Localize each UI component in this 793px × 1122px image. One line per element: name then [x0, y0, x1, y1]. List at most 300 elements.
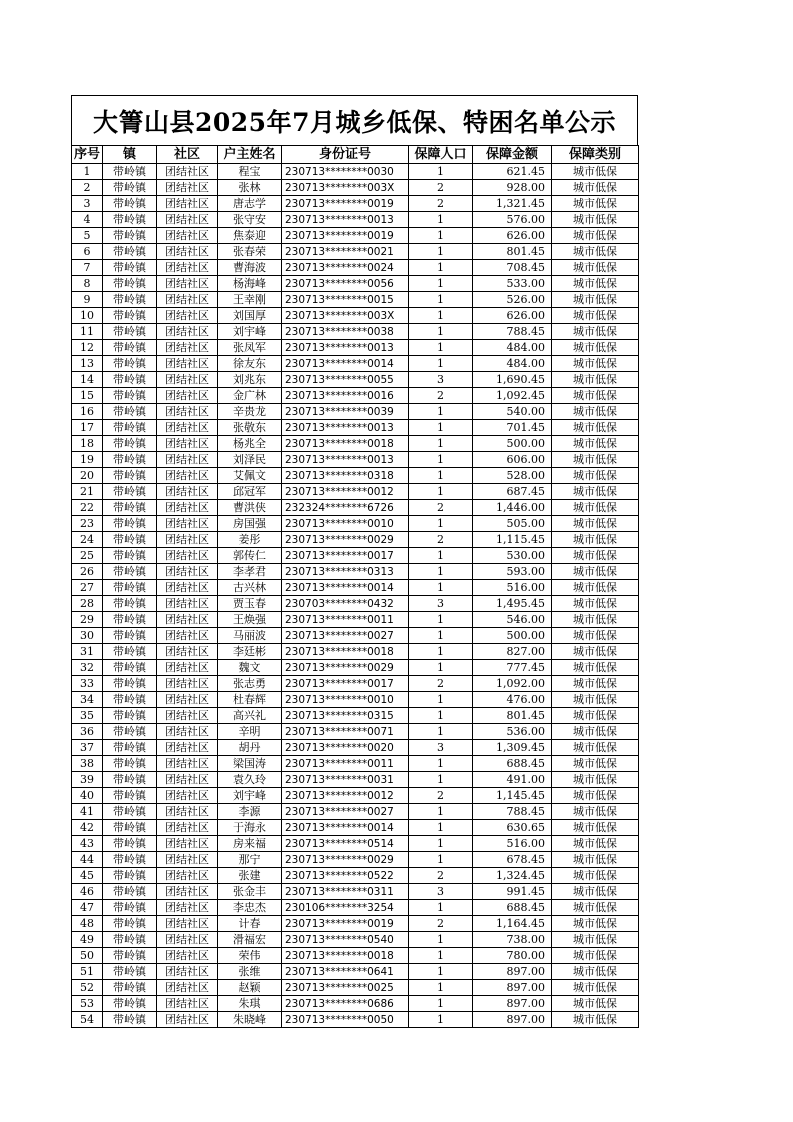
cell-category: 城市低保: [552, 324, 639, 340]
cell-persons: 2: [409, 388, 473, 404]
cell-amount: 546.00: [473, 612, 552, 628]
cell-community: 团结社区: [157, 788, 218, 804]
table-row: [72, 740, 639, 756]
cell-persons: 3: [409, 884, 473, 900]
cell-index: 34: [72, 692, 103, 708]
cell-index: 15: [72, 388, 103, 404]
cell-id-number: 230713********0050: [282, 1012, 409, 1028]
cell-town: 带岭镇: [103, 436, 157, 452]
cell-householder: 张维: [218, 964, 282, 980]
cell-category: 城市低保: [552, 676, 639, 692]
table-row: [72, 404, 639, 420]
cell-persons: 1: [409, 804, 473, 820]
cell-category: 城市低保: [552, 900, 639, 916]
cell-householder: 邱冠军: [218, 484, 282, 500]
cell-amount: 1,690.45: [473, 372, 552, 388]
cell-community: 团结社区: [157, 500, 218, 516]
cell-persons: 2: [409, 532, 473, 548]
cell-amount: 516.00: [473, 580, 552, 596]
cell-householder: 刘国厚: [218, 308, 282, 324]
cell-id-number: 230713********0055: [282, 372, 409, 388]
cell-category: 城市低保: [552, 212, 639, 228]
table-row: [72, 436, 639, 452]
cell-persons: 1: [409, 292, 473, 308]
cell-index: 9: [72, 292, 103, 308]
cell-householder: 郭传仁: [218, 548, 282, 564]
cell-householder: 张建: [218, 868, 282, 884]
cell-persons: 1: [409, 244, 473, 260]
cell-category: 城市低保: [552, 516, 639, 532]
cell-town: 带岭镇: [103, 724, 157, 740]
cell-community: 团结社区: [157, 756, 218, 772]
cell-amount: 777.45: [473, 660, 552, 676]
cell-category: 城市低保: [552, 692, 639, 708]
cell-index: 14: [72, 372, 103, 388]
table-row: [72, 724, 639, 740]
cell-index: 51: [72, 964, 103, 980]
table-row: [72, 884, 639, 900]
cell-amount: 701.45: [473, 420, 552, 436]
cell-category: 城市低保: [552, 596, 639, 612]
cell-town: 带岭镇: [103, 852, 157, 868]
cell-index: 6: [72, 244, 103, 260]
cell-category: 城市低保: [552, 548, 639, 564]
spreadsheet-page: [71, 95, 638, 1028]
cell-community: 团结社区: [157, 452, 218, 468]
cell-index: 39: [72, 772, 103, 788]
cell-householder: 刘泽民: [218, 452, 282, 468]
cell-community: 团结社区: [157, 228, 218, 244]
cell-community: 团结社区: [157, 420, 218, 436]
table-row: [72, 164, 639, 180]
cell-id-number: 232324********6726: [282, 500, 409, 516]
cell-persons: 1: [409, 948, 473, 964]
cell-index: 20: [72, 468, 103, 484]
cell-persons: 1: [409, 820, 473, 836]
cell-category: 城市低保: [552, 772, 639, 788]
cell-category: 城市低保: [552, 260, 639, 276]
cell-id-number: 230713********0015: [282, 292, 409, 308]
cell-householder: 曹海波: [218, 260, 282, 276]
cell-id-number: 230713********003X: [282, 180, 409, 196]
cell-persons: 1: [409, 852, 473, 868]
cell-persons: 1: [409, 404, 473, 420]
cell-persons: 1: [409, 660, 473, 676]
cell-id-number: 230713********0311: [282, 884, 409, 900]
cell-persons: 2: [409, 676, 473, 692]
cell-category: 城市低保: [552, 740, 639, 756]
cell-community: 团结社区: [157, 324, 218, 340]
cell-community: 团结社区: [157, 692, 218, 708]
cell-amount: 897.00: [473, 964, 552, 980]
cell-id-number: 230713********0027: [282, 628, 409, 644]
cell-town: 带岭镇: [103, 500, 157, 516]
cell-persons: 1: [409, 580, 473, 596]
table-body: [72, 164, 639, 1028]
cell-index: 40: [72, 788, 103, 804]
cell-index: 26: [72, 564, 103, 580]
cell-category: 城市低保: [552, 724, 639, 740]
cell-community: 团结社区: [157, 164, 218, 180]
cell-amount: 505.00: [473, 516, 552, 532]
cell-community: 团结社区: [157, 996, 218, 1012]
cell-id-number: 230713********0011: [282, 612, 409, 628]
cell-id-number: 230713********0013: [282, 340, 409, 356]
table-row: [72, 692, 639, 708]
cell-town: 带岭镇: [103, 596, 157, 612]
cell-amount: 621.45: [473, 164, 552, 180]
cell-householder: 刘宇峰: [218, 324, 282, 340]
page-title: 大箐山县2025年7月城乡低保、特困名单公示: [71, 95, 638, 145]
cell-town: 带岭镇: [103, 516, 157, 532]
cell-id-number: 230713********0031: [282, 772, 409, 788]
cell-index: 1: [72, 164, 103, 180]
table-row: [72, 452, 639, 468]
table-row: [72, 916, 639, 932]
cell-id-number: 230713********0018: [282, 436, 409, 452]
table-row: [72, 804, 639, 820]
table-row: [72, 516, 639, 532]
cell-category: 城市低保: [552, 804, 639, 820]
cell-town: 带岭镇: [103, 420, 157, 436]
cell-householder: 胡丹: [218, 740, 282, 756]
cell-community: 团结社区: [157, 532, 218, 548]
table-row: [72, 484, 639, 500]
cell-householder: 辛贵龙: [218, 404, 282, 420]
cell-town: 带岭镇: [103, 676, 157, 692]
cell-community: 团结社区: [157, 516, 218, 532]
cell-town: 带岭镇: [103, 388, 157, 404]
cell-category: 城市低保: [552, 180, 639, 196]
table-row: [72, 420, 639, 436]
cell-index: 47: [72, 900, 103, 916]
cell-community: 团结社区: [157, 340, 218, 356]
cell-id-number: 230713********0010: [282, 516, 409, 532]
cell-category: 城市低保: [552, 884, 639, 900]
cell-community: 团结社区: [157, 372, 218, 388]
cell-town: 带岭镇: [103, 948, 157, 964]
cell-category: 城市低保: [552, 788, 639, 804]
cell-index: 2: [72, 180, 103, 196]
cell-id-number: 230713********0024: [282, 260, 409, 276]
cell-community: 团结社区: [157, 1012, 218, 1028]
cell-town: 带岭镇: [103, 756, 157, 772]
cell-town: 带岭镇: [103, 788, 157, 804]
cell-amount: 1,092.45: [473, 388, 552, 404]
cell-amount: 516.00: [473, 836, 552, 852]
cell-persons: 1: [409, 468, 473, 484]
cell-category: 城市低保: [552, 948, 639, 964]
cell-amount: 484.00: [473, 340, 552, 356]
cell-amount: 500.00: [473, 628, 552, 644]
table-row: [72, 356, 639, 372]
cell-id-number: 230713********0011: [282, 756, 409, 772]
table-row: [72, 468, 639, 484]
cell-persons: 3: [409, 740, 473, 756]
cell-index: 35: [72, 708, 103, 724]
cell-town: 带岭镇: [103, 244, 157, 260]
cell-community: 团结社区: [157, 180, 218, 196]
cell-persons: 1: [409, 1012, 473, 1028]
cell-town: 带岭镇: [103, 372, 157, 388]
cell-category: 城市低保: [552, 852, 639, 868]
cell-category: 城市低保: [552, 340, 639, 356]
cell-index: 31: [72, 644, 103, 660]
cell-amount: 626.00: [473, 228, 552, 244]
cell-id-number: 230713********0029: [282, 852, 409, 868]
cell-index: 41: [72, 804, 103, 820]
beneficiary-table: [71, 145, 639, 1028]
cell-town: 带岭镇: [103, 964, 157, 980]
cell-index: 7: [72, 260, 103, 276]
cell-community: 团结社区: [157, 580, 218, 596]
table-row: [72, 708, 639, 724]
cell-householder: 张守安: [218, 212, 282, 228]
cell-id-number: 230713********0012: [282, 788, 409, 804]
cell-community: 团结社区: [157, 948, 218, 964]
cell-category: 城市低保: [552, 532, 639, 548]
cell-community: 团结社区: [157, 564, 218, 580]
cell-community: 团结社区: [157, 740, 218, 756]
cell-index: 36: [72, 724, 103, 740]
cell-town: 带岭镇: [103, 452, 157, 468]
cell-householder: 刘兆东: [218, 372, 282, 388]
cell-category: 城市低保: [552, 932, 639, 948]
cell-amount: 1,495.45: [473, 596, 552, 612]
cell-persons: 1: [409, 356, 473, 372]
cell-persons: 2: [409, 868, 473, 884]
cell-persons: 1: [409, 564, 473, 580]
cell-persons: 1: [409, 964, 473, 980]
cell-id-number: 230713********0641: [282, 964, 409, 980]
cell-householder: 贾玉春: [218, 596, 282, 612]
cell-amount: 536.00: [473, 724, 552, 740]
cell-index: 17: [72, 420, 103, 436]
cell-index: 52: [72, 980, 103, 996]
cell-town: 带岭镇: [103, 772, 157, 788]
cell-index: 50: [72, 948, 103, 964]
cell-category: 城市低保: [552, 196, 639, 212]
cell-community: 团结社区: [157, 836, 218, 852]
cell-id-number: 230713********0029: [282, 532, 409, 548]
table-row: [72, 388, 639, 404]
table-row: [72, 500, 639, 516]
cell-index: 25: [72, 548, 103, 564]
cell-amount: 897.00: [473, 1012, 552, 1028]
cell-householder: 杨海峰: [218, 276, 282, 292]
cell-persons: 1: [409, 708, 473, 724]
cell-amount: 484.00: [473, 356, 552, 372]
cell-id-number: 230713********0014: [282, 356, 409, 372]
cell-householder: 张春荣: [218, 244, 282, 260]
cell-amount: 1,164.45: [473, 916, 552, 932]
cell-id-number: 230713********0514: [282, 836, 409, 852]
cell-amount: 991.45: [473, 884, 552, 900]
cell-index: 46: [72, 884, 103, 900]
table-row: [72, 340, 639, 356]
cell-amount: 500.00: [473, 436, 552, 452]
cell-community: 团结社区: [157, 260, 218, 276]
cell-category: 城市低保: [552, 420, 639, 436]
cell-index: 49: [72, 932, 103, 948]
cell-amount: 788.45: [473, 804, 552, 820]
cell-index: 24: [72, 532, 103, 548]
table-row: [72, 228, 639, 244]
cell-town: 带岭镇: [103, 340, 157, 356]
cell-index: 12: [72, 340, 103, 356]
cell-householder: 刘宇峰: [218, 788, 282, 804]
cell-community: 团结社区: [157, 964, 218, 980]
cell-householder: 曹洪侠: [218, 500, 282, 516]
cell-persons: 1: [409, 644, 473, 660]
table-row: [72, 932, 639, 948]
cell-id-number: 230713********0019: [282, 196, 409, 212]
cell-town: 带岭镇: [103, 324, 157, 340]
cell-town: 带岭镇: [103, 644, 157, 660]
cell-id-number: 230713********0020: [282, 740, 409, 756]
cell-community: 团结社区: [157, 596, 218, 612]
cell-community: 团结社区: [157, 852, 218, 868]
table-row: [72, 596, 639, 612]
cell-id-number: 230713********0313: [282, 564, 409, 580]
cell-community: 团结社区: [157, 884, 218, 900]
cell-index: 3: [72, 196, 103, 212]
cell-id-number: 230713********0013: [282, 452, 409, 468]
table-row: [72, 612, 639, 628]
cell-persons: 1: [409, 212, 473, 228]
cell-persons: 1: [409, 452, 473, 468]
table-row: [72, 372, 639, 388]
table-row: [72, 772, 639, 788]
cell-category: 城市低保: [552, 436, 639, 452]
cell-persons: 1: [409, 756, 473, 772]
cell-category: 城市低保: [552, 820, 639, 836]
cell-town: 带岭镇: [103, 692, 157, 708]
table-row: [72, 660, 639, 676]
cell-index: 4: [72, 212, 103, 228]
cell-community: 团结社区: [157, 916, 218, 932]
cell-persons: 1: [409, 996, 473, 1012]
cell-persons: 1: [409, 628, 473, 644]
cell-community: 团结社区: [157, 932, 218, 948]
cell-persons: 2: [409, 196, 473, 212]
cell-amount: 678.45: [473, 852, 552, 868]
cell-persons: 1: [409, 228, 473, 244]
table-row: [72, 212, 639, 228]
cell-amount: 688.45: [473, 900, 552, 916]
cell-town: 带岭镇: [103, 628, 157, 644]
cell-id-number: 230713********0056: [282, 276, 409, 292]
table-row: [72, 628, 639, 644]
cell-community: 团结社区: [157, 612, 218, 628]
cell-amount: 528.00: [473, 468, 552, 484]
cell-householder: 马丽波: [218, 628, 282, 644]
cell-householder: 荣伟: [218, 948, 282, 964]
cell-amount: 630.65: [473, 820, 552, 836]
cell-town: 带岭镇: [103, 484, 157, 500]
cell-town: 带岭镇: [103, 868, 157, 884]
table-row: [72, 180, 639, 196]
cell-householder: 艾佩文: [218, 468, 282, 484]
cell-town: 带岭镇: [103, 708, 157, 724]
cell-town: 带岭镇: [103, 820, 157, 836]
cell-householder: 辛明: [218, 724, 282, 740]
cell-persons: 1: [409, 836, 473, 852]
cell-index: 23: [72, 516, 103, 532]
cell-householder: 朱晓峰: [218, 1012, 282, 1028]
cell-index: 10: [72, 308, 103, 324]
cell-persons: 1: [409, 516, 473, 532]
cell-amount: 530.00: [473, 548, 552, 564]
cell-householder: 古兴林: [218, 580, 282, 596]
cell-category: 城市低保: [552, 868, 639, 884]
cell-id-number: 230713********0027: [282, 804, 409, 820]
cell-community: 团结社区: [157, 244, 218, 260]
cell-town: 带岭镇: [103, 804, 157, 820]
cell-town: 带岭镇: [103, 532, 157, 548]
cell-community: 团结社区: [157, 644, 218, 660]
table-row: [72, 788, 639, 804]
cell-category: 城市低保: [552, 628, 639, 644]
cell-householder: 杜春辉: [218, 692, 282, 708]
cell-householder: 袁久玲: [218, 772, 282, 788]
cell-community: 团结社区: [157, 980, 218, 996]
cell-householder: 张金丰: [218, 884, 282, 900]
cell-community: 团结社区: [157, 436, 218, 452]
cell-id-number: 230713********0038: [282, 324, 409, 340]
cell-community: 团结社区: [157, 868, 218, 884]
cell-amount: 687.45: [473, 484, 552, 500]
cell-town: 带岭镇: [103, 836, 157, 852]
cell-householder: 王幸刚: [218, 292, 282, 308]
cell-persons: 1: [409, 436, 473, 452]
header-index: 序号: [72, 146, 103, 164]
cell-town: 带岭镇: [103, 356, 157, 372]
cell-community: 团结社区: [157, 196, 218, 212]
cell-persons: 1: [409, 260, 473, 276]
cell-index: 13: [72, 356, 103, 372]
cell-category: 城市低保: [552, 164, 639, 180]
cell-amount: 708.45: [473, 260, 552, 276]
table-row: [72, 196, 639, 212]
cell-index: 28: [72, 596, 103, 612]
cell-town: 带岭镇: [103, 212, 157, 228]
table-row: [72, 276, 639, 292]
cell-householder: 张凤军: [218, 340, 282, 356]
cell-id-number: 230713********0030: [282, 164, 409, 180]
cell-amount: 1,321.45: [473, 196, 552, 212]
cell-category: 城市低保: [552, 308, 639, 324]
cell-id-number: 230703********0432: [282, 596, 409, 612]
cell-id-number: 230713********0012: [282, 484, 409, 500]
cell-community: 团结社区: [157, 404, 218, 420]
cell-category: 城市低保: [552, 292, 639, 308]
cell-category: 城市低保: [552, 708, 639, 724]
table-row: [72, 868, 639, 884]
cell-index: 54: [72, 1012, 103, 1028]
cell-persons: 3: [409, 596, 473, 612]
cell-persons: 1: [409, 324, 473, 340]
cell-category: 城市低保: [552, 244, 639, 260]
cell-category: 城市低保: [552, 228, 639, 244]
cell-town: 带岭镇: [103, 548, 157, 564]
cell-community: 团结社区: [157, 468, 218, 484]
cell-householder: 李孝君: [218, 564, 282, 580]
cell-householder: 唐志学: [218, 196, 282, 212]
cell-town: 带岭镇: [103, 276, 157, 292]
header-amount: 保障金额: [473, 146, 552, 164]
cell-town: 带岭镇: [103, 292, 157, 308]
